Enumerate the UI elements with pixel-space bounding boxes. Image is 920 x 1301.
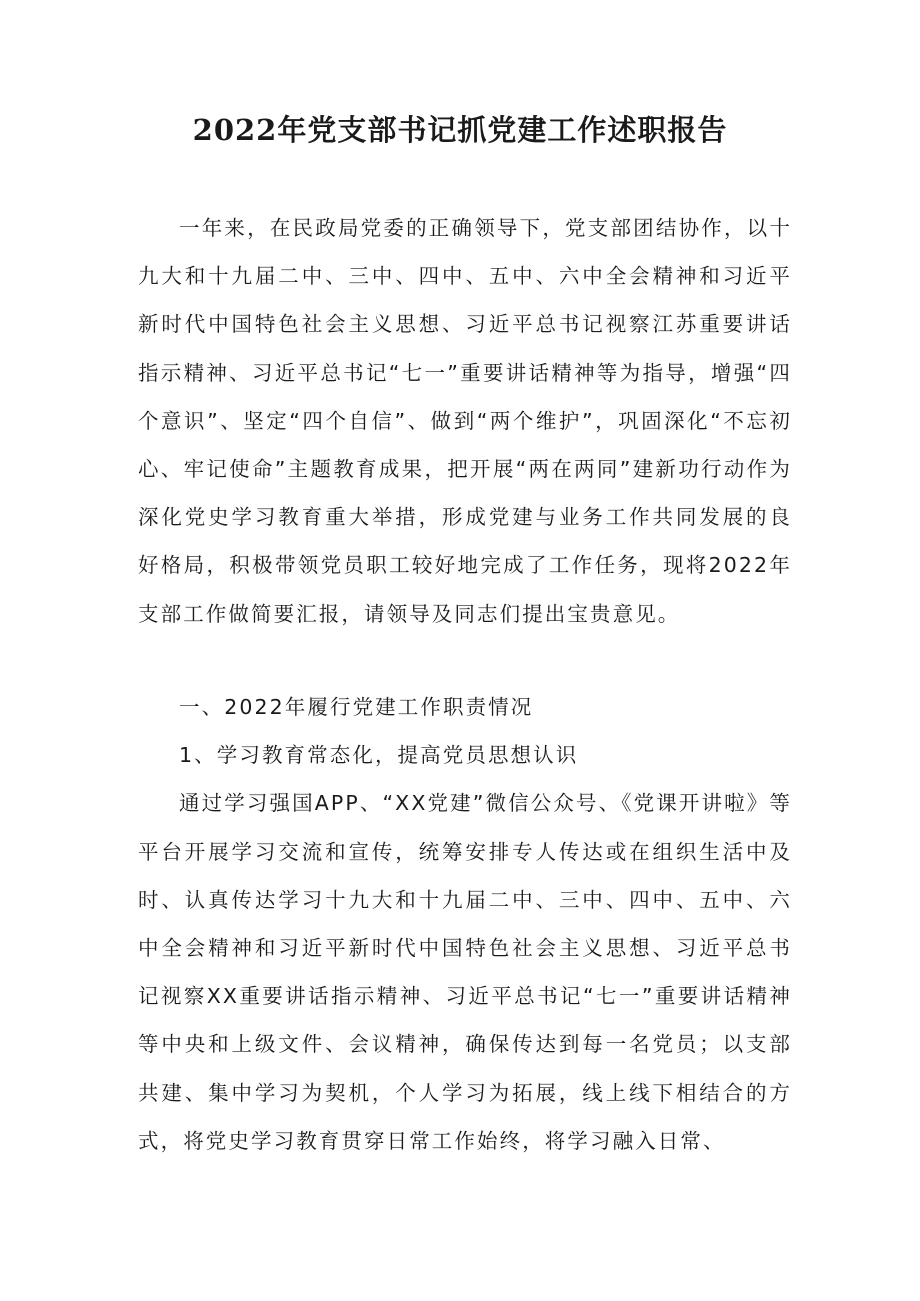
subsection-1-heading: 1、学习教育常态化，提高党员思想认识 [179,743,579,768]
intro-paragraph: 一年来，在民政局党委的正确领导下，党支部团结协作，以十九大和十九届二中、三中、四中、五中、六中全会精神和习近平新时代中国特色社会主义思想、习近平总书记视察江苏重要讲话指示精神、习近平总书记“七一”重要讲话精神等为指导，增强“四个意识”、坚定“四个自信”、做到“两个维护”，巩固深化“不忘初心、牢记使命”主题教育成果，把开展“两在两同”建新功行动作为深化党史学习教育重大举措，形成党建与业务工作共同发展的良好格局，积极带领党员职工较好地完成了工作任务，现将2022年支部工作做简要汇报，请领导及同志们提出宝贵意见。 [138,216,792,626]
intro-block [138,204,792,638]
section-1-block [138,683,792,1165]
document-title: 2022年党支部书记抓党建工作述职报告 [192,113,728,147]
section-1-heading: 一、2022年履行党建工作职责情况 [179,695,534,719]
subsection-1-paragraph: 通过学习强国APP、“XX党建”微信公众号、《党课开讲啦》等平台开展学习交流和宣传，统筹安排专人传达或在组织生活中及时、认真传达学习十九大和十九届二中、三中、四中、五中、六中全会精神和习近平新时代中国特色社会主义思想、习近平总书记视察XX重要讲话指示精神、习近平总书记“七一”重要讲话精神等中央和上级文件、会议精神，确保传达到每一名党员；以支部共建、集中学习为契机，个人学习为拓展，线上线下相结合的方式，将党史学习教育贯穿日常工作始终，将学习融入日常、 [138,791,792,1153]
